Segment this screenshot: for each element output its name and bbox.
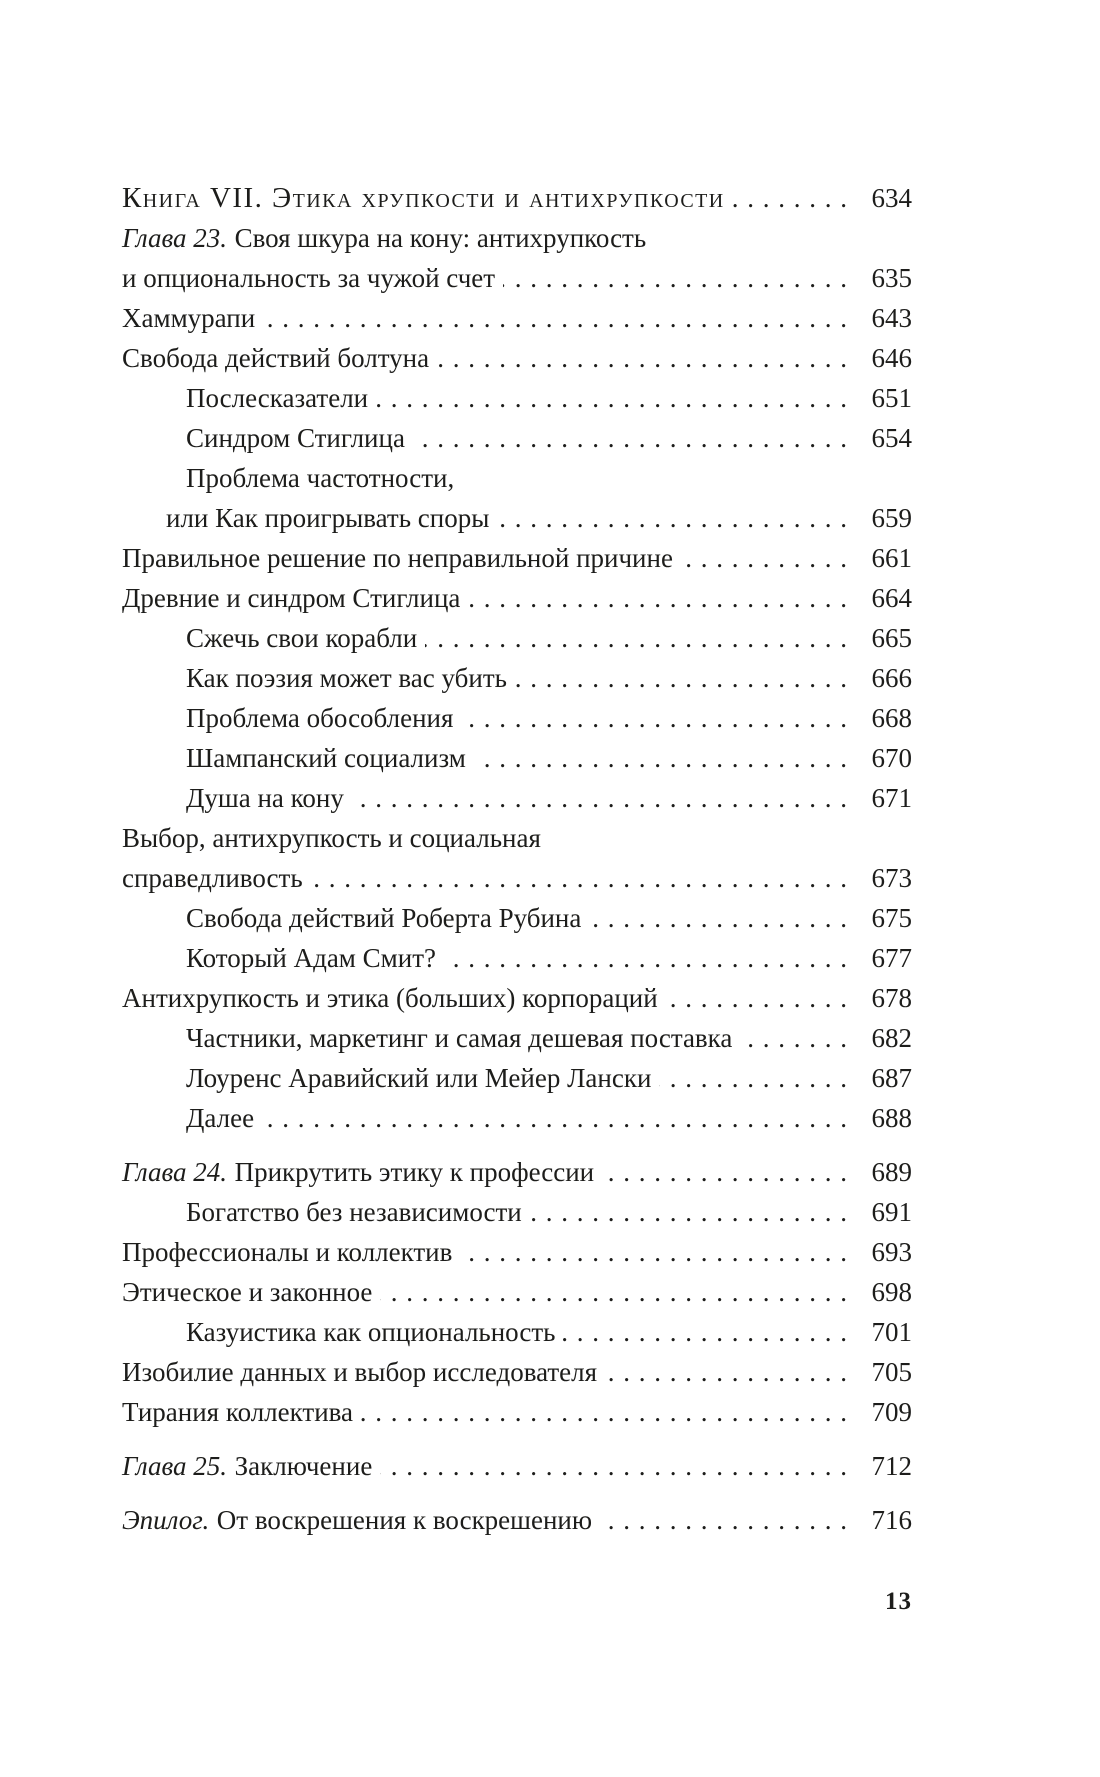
toc-entry [122, 1058, 912, 1098]
toc-entry-page-number: 664 [871, 583, 912, 613]
toc-entry [122, 1232, 912, 1272]
toc-entry-page-number: 670 [871, 743, 912, 773]
toc-entry-title: Синдром Стиглица [186, 423, 405, 453]
toc-entry-title: Заключение [234, 1451, 373, 1481]
toc-entry-text [186, 778, 344, 818]
toc-entry-text [186, 458, 454, 498]
dot-leader [474, 738, 848, 778]
toc-entry-title: Хаммурапи [122, 303, 256, 333]
toc-entry-title: Древние и синдром Стиглица [122, 583, 461, 613]
toc-entry-text [186, 1192, 522, 1232]
toc-entry-text [186, 1058, 651, 1098]
toc-entry-text [122, 338, 429, 378]
dot-leader [666, 978, 848, 1018]
toc-entry-page-number: 705 [871, 1357, 912, 1387]
toc-entry [122, 218, 912, 258]
toc-entry-page-number: 643 [871, 303, 912, 333]
dot-leader [681, 538, 848, 578]
toc-entry-page-number: 668 [871, 703, 912, 733]
toc-entry-title: Казуистика как опциональность [186, 1317, 556, 1347]
toc-entry-page-number: 671 [871, 783, 912, 813]
toc-entry-page-number: 716 [871, 1505, 912, 1535]
toc-entry [122, 298, 912, 338]
toc-entry [122, 1446, 912, 1486]
toc-entry [122, 378, 912, 418]
dot-leader [468, 578, 848, 618]
dot-leader [605, 1352, 848, 1392]
dot-leader [602, 1152, 848, 1192]
toc-entry [122, 1192, 912, 1232]
toc-entry [122, 698, 912, 738]
toc-entry-title: Этическое и законное [122, 1277, 373, 1307]
toc-entry [122, 578, 912, 618]
toc-entry-title: Душа на кону [186, 783, 344, 813]
toc-entry [122, 1272, 912, 1312]
toc-entry-page-number: 665 [871, 623, 912, 653]
toc-entry-page-number: 634 [871, 183, 912, 213]
toc-entry [122, 978, 912, 1018]
toc-entry-title: Выбор, антихрупкость и социальная [122, 823, 541, 853]
table-of-contents [122, 178, 912, 1540]
toc-entry-page-number: 651 [871, 383, 912, 413]
toc-entry-title: Послесказатели [186, 383, 369, 413]
toc-entry-page-number: 678 [871, 983, 912, 1013]
toc-entry-text [122, 178, 725, 218]
toc-entry [122, 458, 912, 498]
toc-entry-page-number: 689 [871, 1157, 912, 1187]
toc-entry [122, 1152, 912, 1192]
dot-leader [361, 1392, 848, 1432]
toc-entry-page-number: 635 [871, 263, 912, 293]
toc-entry-text [122, 1446, 372, 1486]
toc-entry-page-number: 688 [871, 1103, 912, 1133]
toc-entry-chapter-prefix: Глава 23. [122, 223, 228, 253]
toc-entry-page-number: 712 [871, 1451, 912, 1481]
toc-entry-page-number: 673 [871, 863, 912, 893]
toc-entry-title: справедливость [122, 863, 303, 893]
toc-entry-page-number: 659 [871, 503, 912, 533]
toc-entry-chapter-prefix: Глава 25. [122, 1451, 228, 1481]
toc-entry-title: Богатство без независимости [186, 1197, 522, 1227]
dot-leader [376, 378, 848, 418]
toc-entry [122, 1352, 912, 1392]
toc-entry-text [122, 218, 646, 258]
toc-entry [122, 1098, 912, 1138]
toc-entry-text [186, 1018, 732, 1058]
toc-entry [122, 418, 912, 458]
toc-entry-text [122, 978, 658, 1018]
toc-entry [122, 618, 912, 658]
toc-entry-page-number: 675 [871, 903, 912, 933]
dot-leader [740, 1018, 848, 1058]
toc-entry [122, 818, 912, 858]
toc-entry [122, 538, 912, 578]
toc-entry-title: и опциональность за чужой счет [122, 263, 496, 293]
toc-entry [122, 1312, 912, 1352]
toc-entry-page-number: 661 [871, 543, 912, 573]
toc-entry [122, 858, 912, 898]
toc-entry-text [122, 1352, 597, 1392]
toc-entry-page-number: 687 [871, 1063, 912, 1093]
toc-entry-page-number: 646 [871, 343, 912, 373]
toc-entry-text [186, 658, 507, 698]
toc-entry-page-number: 682 [871, 1023, 912, 1053]
toc-entry-title: или Как проигрывать споры [166, 503, 490, 533]
toc-entry-title: Шампанский социализм [186, 743, 466, 773]
toc-entry-text [122, 858, 303, 898]
toc-entry-page-number: 666 [871, 663, 912, 693]
toc-entry [122, 778, 912, 818]
toc-entry-text [186, 418, 405, 458]
toc-entry-text [122, 818, 541, 858]
toc-entry [122, 178, 912, 218]
dot-leader [659, 1058, 848, 1098]
toc-entry-text [122, 1392, 353, 1432]
dot-leader [444, 938, 848, 978]
toc-entry-title: Своя шкура на кону: антихрупкость [234, 223, 647, 253]
toc-entry-text [122, 1272, 372, 1312]
dot-leader [380, 1446, 848, 1486]
toc-entry-chapter-prefix: Глава 24. [122, 1157, 228, 1187]
toc-entry-text [186, 938, 436, 978]
dot-leader [563, 1312, 848, 1352]
toc-entry-page-number: 693 [871, 1237, 912, 1267]
toc-entry-page-number: 691 [871, 1197, 912, 1227]
dot-leader [497, 498, 848, 538]
page-folio: 13 [885, 1588, 912, 1615]
toc-entry-text [122, 538, 673, 578]
dot-leader [733, 178, 848, 218]
toc-entry-title: Частники, маркетинг и самая дешевая поставка [186, 1023, 733, 1053]
dot-leader [600, 1500, 848, 1540]
toc-entry-title: Проблема частотности, [186, 463, 455, 493]
toc-entry [122, 738, 912, 778]
dot-leader [503, 258, 848, 298]
toc-entry-text [186, 898, 581, 938]
toc-entry-title: Далее [186, 1103, 255, 1133]
toc-entry-title: Сжечь свои корабли [186, 623, 418, 653]
dot-leader [413, 418, 848, 458]
dot-leader [380, 1272, 848, 1312]
toc-entry-text [122, 298, 255, 338]
toc-entry-text [186, 618, 417, 658]
toc-entry-title: Проблема обособления [186, 703, 454, 733]
toc-entry-title: Свобода действий болтуна [122, 343, 430, 373]
toc-entry-text [122, 578, 460, 618]
dot-leader [461, 698, 848, 738]
toc-entry-text [186, 1312, 555, 1352]
toc-entry-text [186, 738, 466, 778]
toc-entry [122, 338, 912, 378]
toc-entry-title: Тирания коллектива [122, 1397, 354, 1427]
toc-entry [122, 258, 912, 298]
toc-entry-title: Изобилие данных и выбор исследователя [122, 1357, 598, 1387]
toc-entry [122, 1392, 912, 1432]
toc-entry-title: Как поэзия может вас убить [186, 663, 507, 693]
toc-entry-text [186, 698, 453, 738]
toc-entry [122, 1500, 912, 1540]
toc-entry-title: Антихрупкость и этика (больших) корпораций [122, 983, 658, 1013]
toc-entry-title: Лоуренс Аравийский или Мейер Лански [186, 1063, 652, 1093]
toc-entry-text [166, 498, 489, 538]
dot-leader [262, 1098, 848, 1138]
toc-entry-page-number: 654 [871, 423, 912, 453]
toc-entry-text [186, 1098, 254, 1138]
toc-entry [122, 938, 912, 978]
dot-leader [460, 1232, 848, 1272]
toc-entry-title: Правильное решение по неправильной причине [122, 543, 673, 573]
toc-entry-page-number: 709 [871, 1397, 912, 1427]
dot-leader [515, 658, 848, 698]
toc-entry-title: Книга VII. Этика хрупкости и антихрупкости [122, 182, 725, 214]
dot-leader [352, 778, 848, 818]
toc-entry [122, 898, 912, 938]
toc-entry-page-number: 698 [871, 1277, 912, 1307]
dot-leader [589, 898, 848, 938]
toc-entry-title: Свобода действий Роберта Рубина [186, 903, 582, 933]
toc-entry [122, 658, 912, 698]
toc-entry-chapter-prefix: Эпилог. [122, 1505, 210, 1535]
toc-entry-text [186, 378, 368, 418]
toc-entry-text [122, 258, 495, 298]
toc-entry-title: От воскрешения к воскрешению [216, 1505, 593, 1535]
toc-entry-text [122, 1500, 592, 1540]
dot-leader [311, 858, 848, 898]
toc-entry-page-number: 677 [871, 943, 912, 973]
toc-entry [122, 498, 912, 538]
toc-entry-title: Который Адам Смит? [186, 943, 436, 973]
dot-leader [530, 1192, 848, 1232]
toc-entry-text [122, 1152, 594, 1192]
toc-entry-text [122, 1232, 452, 1272]
toc-entry-page-number: 701 [871, 1317, 912, 1347]
dot-leader [425, 618, 848, 658]
dot-leader [437, 338, 848, 378]
toc-entry-title: Профессионалы и коллектив [122, 1237, 453, 1267]
toc-entry-title: Прикрутить этику к профессии [234, 1157, 595, 1187]
dot-leader [263, 298, 848, 338]
toc-entry [122, 1018, 912, 1058]
